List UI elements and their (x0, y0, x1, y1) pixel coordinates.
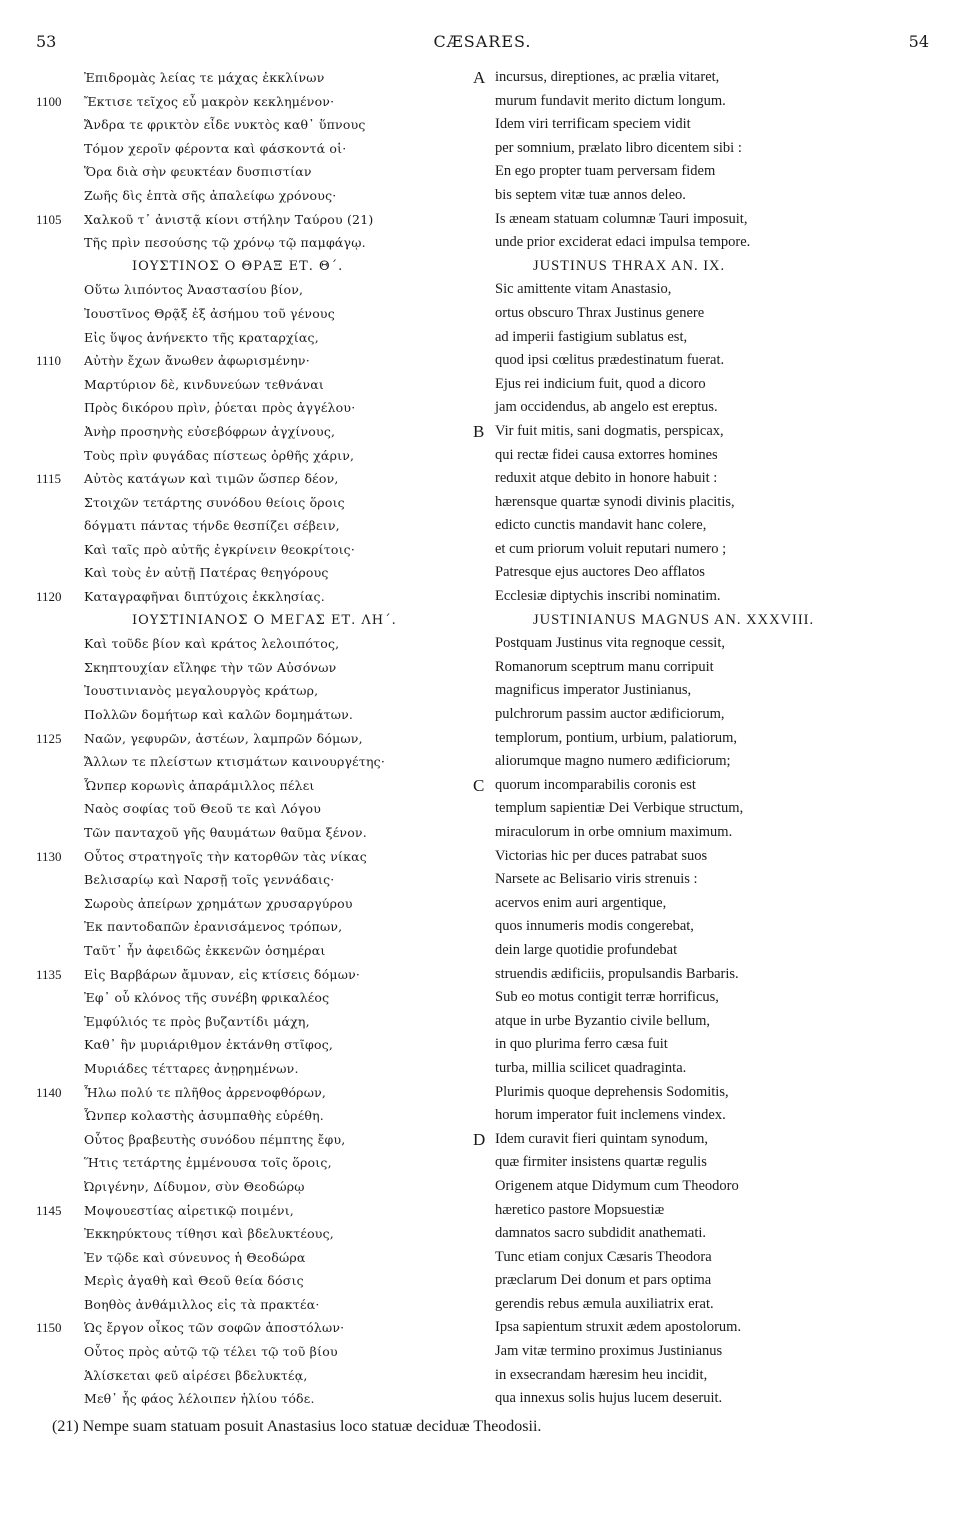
line-number: 1100 (36, 93, 62, 109)
greek-verse-line (36, 845, 476, 869)
latin-line-text: murum fundavit merito dictum longum. (495, 92, 726, 109)
greek-line-text: Σκηπτουχίαν εἴληφε τὴν τῶν Αὐσόνων (84, 659, 337, 675)
latin-verse-line (473, 467, 893, 491)
latin-verse-line (473, 444, 893, 468)
greek-verse-line (36, 1175, 476, 1199)
greek-section-heading (36, 609, 476, 633)
latin-line-text: aliorumque magno numero ædificiorum; (495, 753, 731, 770)
greek-verse-line (36, 373, 476, 397)
line-number: 1135 (36, 966, 62, 982)
latin-line-text: bis septem vitæ tuæ annos deleo. (495, 186, 686, 203)
greek-verse-line (36, 231, 476, 255)
greek-line-text: Ἰουστινιανὸς μεγαλουργὸς κράτωρ, (84, 683, 319, 699)
latin-verse-line (473, 1316, 893, 1340)
greek-verse-line (36, 184, 476, 208)
greek-line-text: Ναῶν, γεφυρῶν, ἀστέων, λαμπρῶν δόμων, (84, 730, 363, 746)
greek-line-text: Μοψουεστίας αἱρετικῷ ποιμένι, (84, 1202, 294, 1218)
latin-verse-line (473, 208, 893, 232)
latin-line-text: struendis ædificiis, propulsandis Barbaris. (495, 965, 739, 982)
greek-verse-line (36, 1387, 476, 1411)
latin-verse-line (473, 632, 893, 656)
latin-line-text: Sic amittente vitam Anastasio, (495, 281, 672, 298)
page-number-left: 53 (36, 32, 57, 51)
greek-verse-line (36, 208, 476, 232)
latin-verse-line (473, 679, 893, 703)
latin-line-text: ortus obscuro Thrax Justinus genere (495, 304, 705, 321)
latin-verse-line (473, 278, 893, 302)
greek-line-text: Ναὸς σοφίας τοῦ Θεοῦ τε καὶ Λόγου (84, 801, 322, 817)
greek-verse-line (36, 632, 476, 656)
latin-line-text: Idem curavit fieri quintam synodum, (495, 1130, 709, 1147)
latin-verse-line (473, 986, 893, 1010)
greek-verse-line (36, 1128, 476, 1152)
latin-line-text: qui rectæ fidei causa extorres homines (495, 446, 718, 463)
line-number: 1130 (36, 848, 62, 864)
line-number: 1145 (36, 1202, 62, 1218)
greek-line-text: Ἐμφύλιός τε πρὸς βυζαντίδι μάχη, (84, 1013, 310, 1029)
latin-verse-line (473, 160, 893, 184)
greek-verse-line (36, 1081, 476, 1105)
greek-verse-line (36, 892, 476, 916)
latin-line-text: incursus, direptiones, ac prælia vitaret, (495, 69, 720, 85)
latin-line-text: Patresque ejus auctores Deo afflatos (495, 564, 705, 581)
latin-heading-text: JUSTINIANUS MAGNUS AN. XXXVIII. (533, 611, 815, 628)
greek-line-text: Ὧνπερ κολαστὴς ἀσυμπαθὴς εὑρέθη. (84, 1108, 324, 1124)
latin-verse-line (473, 349, 893, 373)
latin-verse-line (473, 326, 893, 350)
greek-line-text: Τόμον χεροῖν φέροντα καὶ φάσκοντά οἱ· (84, 140, 347, 156)
latin-verse-line (473, 963, 893, 987)
greek-line-text: Τοὺς πρὶν φυγάδας πίστεως ὀρθῆς χάριν, (84, 447, 355, 463)
greek-verse-line (36, 1246, 476, 1270)
greek-verse-line (36, 1293, 476, 1317)
latin-verse-line (473, 1293, 893, 1317)
latin-line-text: in quo plurima ferro cæsa fuit (495, 1036, 668, 1053)
greek-line-text: Ἐν τῷδε καὶ σύνευνος ἡ Θεοδώρα (84, 1249, 306, 1265)
greek-line-text: Καὶ τοὺς ἐν αὐτῇ Πατέρας θεηγόρους (84, 565, 329, 581)
latin-line-text: Vir fuit mitis, sani dogmatis, perspicax, (495, 422, 724, 439)
latin-verse-line (473, 939, 893, 963)
greek-verse-line (36, 113, 476, 137)
latin-verse-line (473, 1387, 893, 1411)
greek-verse-line (36, 467, 476, 491)
latin-line-text: Sub eo motus contigit terræ horrificus, (495, 989, 719, 1006)
greek-line-text: Ἐκ παντοδαπῶν ἐρανισάμενος τρόπων, (84, 919, 343, 935)
latin-line-text: quæ firmiter insistens quartæ regulis (495, 1154, 707, 1171)
latin-verse-line (473, 1175, 893, 1199)
latin-verse-line (473, 750, 893, 774)
latin-line-text: in exsecrandam hæresim heu incidit, (495, 1366, 708, 1383)
latin-line-text: magnificus imperator Justinianus, (495, 682, 692, 699)
latin-line-text: reduxit atque debito in honore habuit : (495, 470, 718, 487)
latin-verse-line (473, 538, 893, 562)
greek-line-text: Μυριάδες τέτταρες ἀνῃρημένων. (84, 1060, 299, 1076)
greek-verse-line (36, 821, 476, 845)
greek-verse-line (36, 1033, 476, 1057)
latin-heading-text: JUSTINUS THRAX AN. IX. (533, 257, 726, 274)
greek-line-text: Εἰς ὕψος ἀνήνεκτο τῆς κραταρχίας, (84, 329, 319, 345)
greek-verse-line (36, 90, 476, 114)
greek-line-text: Χαλκοῦ τ᾽ ἀνιστᾷ κίονι στήλην Ταύρου (21) (84, 211, 374, 227)
greek-line-text: δόγματι πάντας τήνδε θεσπίζει σέβειν, (84, 518, 340, 534)
greek-heading-text: ΙΟΥΣΤΙΝΙΑΝΟΣ Ο ΜΕΓΑΣ ΕΤ. ΛΗ΄. (132, 612, 397, 628)
latin-verse-line (473, 821, 893, 845)
greek-verse-line (36, 1057, 476, 1081)
latin-verse-line (473, 66, 893, 90)
latin-line-text: templum sapientiæ Dei Verbique structum, (495, 800, 744, 817)
latin-section-heading (473, 255, 893, 279)
latin-line-text: templorum, pontium, urbium, palatiorum, (495, 729, 738, 746)
greek-verse-line (36, 986, 476, 1010)
greek-verse-line (36, 963, 476, 987)
greek-verse-line (36, 1199, 476, 1223)
margin-letter: D (473, 1129, 486, 1149)
greek-line-text: Βελισαρίῳ καὶ Ναρσῇ τοῖς γεννάδαις· (84, 872, 335, 888)
greek-verse-line (36, 727, 476, 751)
page-header (36, 28, 929, 58)
greek-verse-line (36, 703, 476, 727)
latin-verse-line (473, 1151, 893, 1175)
greek-verse-line (36, 868, 476, 892)
latin-line-text: per somnium, prælato libro dicentem sibi : (495, 139, 742, 156)
margin-letter: A (473, 68, 486, 87)
footnote: (21) Nempe suam statuam posuit Anastasius loco statuæ deciduæ Theodosii. (52, 1418, 542, 1435)
latin-line-text: turba, millia scilicet quadraginta. (495, 1059, 687, 1076)
greek-verse-line (36, 538, 476, 562)
latin-verse-line (473, 774, 893, 798)
greek-verse-line (36, 137, 476, 161)
latin-verse-line (473, 892, 893, 916)
latin-line-text: Tunc etiam conjux Cæsaris Theodora (495, 1248, 712, 1265)
latin-verse-line (473, 585, 893, 609)
greek-verse-line (36, 1316, 476, 1340)
line-number: 1140 (36, 1084, 62, 1100)
latin-line-text: Ecclesiæ diptychis inscribi nominatim. (495, 588, 721, 605)
greek-verse-line (36, 750, 476, 774)
latin-verse-line (473, 184, 893, 208)
greek-verse-line (36, 396, 476, 420)
latin-line-text: ad imperii fastigium sublatus est, (495, 328, 688, 345)
page-number-right: 54 (908, 32, 929, 51)
greek-line-text: Ἐπιδρομὰς λείας τε μάχας ἐκκλίνων (84, 70, 325, 85)
latin-verse-line (473, 703, 893, 727)
latin-section-heading (473, 609, 893, 633)
greek-line-text: Εἰς Βαρβάρων ἄμυναν, εἰς κτίσεις δόμων· (84, 966, 361, 982)
latin-line-text: Victorias hic per duces patrabat suos (495, 847, 708, 864)
latin-line-text: gerendis rebus æmula auxiliatrix erat. (495, 1295, 714, 1312)
latin-verse-line (473, 1269, 893, 1293)
latin-verse-line (473, 1033, 893, 1057)
greek-verse-line (36, 656, 476, 680)
latin-verse-line (473, 420, 893, 444)
latin-line-text: unde prior exciderat edaci impulsa tempore. (495, 234, 751, 251)
greek-verse-line (36, 561, 476, 585)
greek-line-text: Ἐφ᾽ οὗ κλόνος τῆς συνέβη φρικαλέος (84, 990, 330, 1006)
greek-line-text: Ἔκτισε τεῖχος εὖ μακρὸν κεκλημένον· (84, 93, 335, 109)
line-number: 1110 (36, 353, 62, 369)
latin-verse-line (473, 396, 893, 420)
greek-line-text: Ἄνδρα τε φρικτὸν εἶδε νυκτὸς καθ᾽ ὕπνους (84, 117, 366, 133)
greek-line-text: Ἧλω πολύ τε πλῆθος ἀρρενοφθόρων, (84, 1084, 327, 1100)
greek-line-text: Ἄλλων τε πλείστων κτισμάτων καινουργέτης· (84, 754, 386, 770)
greek-verse-line (36, 679, 476, 703)
latin-line-text: Romanorum sceptrum manu corripuit (495, 658, 714, 675)
greek-line-text: Ὅρα διὰ σὴν φευκτέαν δυσπιστίαν (84, 164, 312, 180)
greek-verse-line (36, 444, 476, 468)
greek-verse-line (36, 915, 476, 939)
greek-line-text: Οὗτος στρατηγοῖς τὴν κατορθῶν τὰς νίκας (84, 848, 367, 864)
greek-line-text: Ἀνὴρ προσηνὴς εὐσεβόφρων ἀγχίνους, (84, 423, 336, 439)
latin-verse-line (473, 561, 893, 585)
line-number: 1150 (36, 1320, 62, 1336)
latin-line-text: edicto cunctis mandavit hanc colere, (495, 517, 707, 534)
greek-verse-line (36, 1269, 476, 1293)
line-number: 1105 (36, 211, 62, 227)
greek-line-text: Μεθ᾽ ἧς φάος λέλοιπεν ἡλίου τόδε. (84, 1391, 315, 1407)
greek-verse-line (36, 1151, 476, 1175)
greek-verse-line (36, 326, 476, 350)
greek-line-text: Οὗτος βραβευτὴς συνόδου πέμπτης ἔφυ, (84, 1131, 346, 1147)
latin-line-text: quos innumeris modis congerebat, (495, 918, 694, 935)
greek-line-text: Μερὶς ἀγαθὴ καὶ Θεοῦ θεία δόσις (84, 1273, 304, 1289)
latin-line-text: et cum priorum voluit reputari numero ; (495, 540, 727, 557)
greek-line-text: Αὐτὸς κατάγων καὶ τιμῶν ὥσπερ δέον, (84, 471, 339, 487)
greek-line-text: Ἰουστῖνος Θρᾷξ ἐξ ἀσήμου τοῦ γένους (84, 305, 335, 321)
latin-verse-line (473, 1081, 893, 1105)
latin-line-text: Ejus rei indicium fuit, quod a dicoro (495, 375, 706, 392)
latin-line-text: Ipsa sapientum struxit ædem apostolorum. (495, 1319, 742, 1336)
latin-text-column (473, 66, 893, 1411)
latin-line-text: præclarum Dei donum et pars optima (495, 1272, 712, 1289)
latin-verse-line (473, 514, 893, 538)
greek-verse-line (36, 939, 476, 963)
latin-verse-line (473, 1246, 893, 1270)
latin-verse-line (473, 656, 893, 680)
latin-line-text: damnatos sacro subdidit anathemati. (495, 1225, 707, 1242)
latin-line-text: hæretico pastore Mopsuestiæ (495, 1201, 665, 1218)
greek-line-text: Πρὸς δικόρου πρὶν, ῥύεται πρὸς ἀγγέλου· (84, 400, 356, 416)
greek-line-text: Στοιχῶν τετάρτης συνόδου θείοις ὅροις (84, 494, 345, 510)
greek-verse-line (36, 1340, 476, 1364)
greek-line-text: Οὗτος πρὸς αὐτῷ τῷ τέλει τῷ τοῦ βίου (84, 1344, 338, 1360)
greek-heading-text: ΙΟΥΣΤΙΝΟΣ Ο ΘΡΑΞ ΕΤ. Θ΄. (132, 258, 344, 274)
latin-line-text: atque in urbe Byzantio civile bellum, (495, 1012, 711, 1029)
greek-verse-line (36, 1222, 476, 1246)
greek-line-text: Καὶ τοῦδε βίον καὶ κράτος λελοιπότος, (84, 636, 340, 652)
greek-line-text: Καὶ ταῖς πρὸ αὐτῆς ἐγκρίνειν θεοκρίτοις· (84, 541, 356, 557)
latin-verse-line (473, 1057, 893, 1081)
greek-line-text: Ἁλίσκεται φεῦ αἱρέσει βδελυκτέᾳ, (84, 1367, 308, 1383)
latin-line-text: Postquam Justinus vita regnoque cessit, (495, 635, 725, 652)
latin-verse-line (473, 231, 893, 255)
greek-text-column (36, 66, 476, 1411)
latin-verse-line (473, 1340, 893, 1364)
latin-line-text: hærensque quartæ synodi divinis placitis, (495, 493, 735, 510)
greek-line-text: Ὧνπερ κορωνὶς ἀπαράμιλλος πέλει (84, 777, 315, 793)
latin-line-text: En ego propter tuam perversam fidem (495, 163, 716, 180)
greek-line-text: Ἥτις τετάρτης ἐμμένουσα τοῖς ὅροις, (84, 1155, 332, 1171)
greek-verse-line (36, 66, 476, 90)
greek-verse-line (36, 491, 476, 515)
line-number: 1115 (36, 471, 62, 487)
greek-line-text: Ἐκκηρύκτους τίθησι καὶ βδελυκτέους, (84, 1226, 334, 1242)
greek-line-text: Ζωῆς δὶς ἑπτὰ σῆς ἀπαλείφω χρόνους· (84, 187, 337, 203)
greek-line-text: Ὡς ἔργον οἶκος τῶν σοφῶν ἀποστόλων· (84, 1320, 345, 1336)
latin-line-text: quorum incomparabilis coronis est (495, 776, 696, 793)
latin-verse-line (473, 1222, 893, 1246)
latin-verse-line (473, 868, 893, 892)
latin-line-text: miraculorum in orbe omnium maximum. (495, 824, 733, 840)
greek-line-text: Τῆς πρὶν πεσούσης τῷ χρόνῳ τῷ παμφάγῳ. (84, 235, 366, 251)
latin-line-text: jam occidendus, ab angelo est ereptus. (495, 399, 718, 416)
latin-verse-line (473, 302, 893, 326)
latin-line-text: pulchrorum passim auctor ædificiorum, (495, 706, 725, 723)
greek-line-text: Μαρτύριον δὲ, κινδυνεύων τεθνάναι (84, 376, 325, 392)
greek-line-text: Πολλῶν δομήτωρ καὶ καλῶν δομημάτων. (84, 707, 354, 723)
latin-verse-line (473, 845, 893, 869)
greek-verse-line (36, 278, 476, 302)
latin-verse-line (473, 373, 893, 397)
greek-verse-line (36, 302, 476, 326)
greek-line-text: Ὠριγένην, Δίδυμον, σὺν Θεοδώρῳ (84, 1178, 305, 1194)
running-head: CÆSARES. (433, 32, 532, 51)
greek-verse-line (36, 1104, 476, 1128)
margin-letter: B (473, 421, 485, 441)
greek-line-text: Αὐτὴν ἔχων ἄνωθεν ἀφωρισμένην· (84, 353, 310, 369)
greek-verse-line (36, 349, 476, 373)
greek-line-text: Βοηθὸς ἀνθάμιλλος εἰς τὰ πρακτέα· (84, 1296, 320, 1312)
line-number: 1120 (36, 589, 62, 605)
latin-line-text: qua innexus solis hujus lucem deseruit. (495, 1390, 723, 1407)
latin-line-text: Plurimis quoque deprehensis Sodomitis, (495, 1083, 729, 1100)
latin-verse-line (473, 491, 893, 515)
latin-verse-line (473, 113, 893, 137)
latin-line-text: Narsete ac Belisario viris strenuis : (495, 871, 698, 888)
latin-verse-line (473, 137, 893, 161)
margin-letter: C (473, 775, 485, 795)
latin-verse-line (473, 1128, 893, 1152)
latin-line-text: Idem viri terrificam speciem vidit (495, 116, 691, 133)
latin-verse-line (473, 1010, 893, 1034)
greek-verse-line (36, 160, 476, 184)
greek-line-text: Καθ᾽ ἣν μυριάριθμον ἐκτάνθη στῖφος, (84, 1037, 334, 1053)
greek-line-text: Καταγραφῆναι διπτύχοις ἐκκλησίας. (84, 589, 325, 605)
greek-verse-line (36, 1364, 476, 1388)
greek-line-text: Οὕτω λιπόντος Ἀναστασίου βίον, (84, 282, 304, 298)
greek-line-text: Σωροὺς ἀπείρων χρημάτων χρυσαργύρου (84, 895, 353, 911)
latin-line-text: horum imperator fuit inclemens vindex. (495, 1107, 726, 1124)
latin-verse-line (473, 915, 893, 939)
line-number: 1125 (36, 730, 62, 746)
latin-verse-line (473, 727, 893, 751)
greek-verse-line (36, 514, 476, 538)
latin-line-text: Jam vitæ termino proximus Justinianus (495, 1343, 723, 1360)
greek-verse-line (36, 420, 476, 444)
greek-line-text: Τῶν πανταχοῦ γῆς θαυμάτων θαῦμα ξένον. (84, 825, 367, 840)
greek-verse-line (36, 1010, 476, 1034)
latin-verse-line (473, 1104, 893, 1128)
latin-line-text: Is æneam statuam columnæ Tauri imposuit, (495, 210, 748, 227)
latin-line-text: Origenem atque Didymum cum Theodoro (495, 1177, 739, 1194)
greek-line-text: Ταῦτ᾽ ἦν ἀφειδῶς ἐκκενῶν ὁσημέραι (84, 942, 326, 958)
greek-verse-line (36, 774, 476, 798)
latin-verse-line (473, 797, 893, 821)
latin-line-text: dein large quotidie profundebat (495, 941, 678, 958)
greek-section-heading (36, 255, 476, 279)
latin-verse-line (473, 90, 893, 114)
greek-verse-line (36, 585, 476, 609)
latin-verse-line (473, 1199, 893, 1223)
greek-verse-line (36, 797, 476, 821)
latin-verse-line (473, 1364, 893, 1388)
latin-line-text: acervos enim auri argentique, (495, 894, 667, 911)
latin-line-text: quod ipsi cœlitus prædestinatum fuerat. (495, 352, 725, 369)
